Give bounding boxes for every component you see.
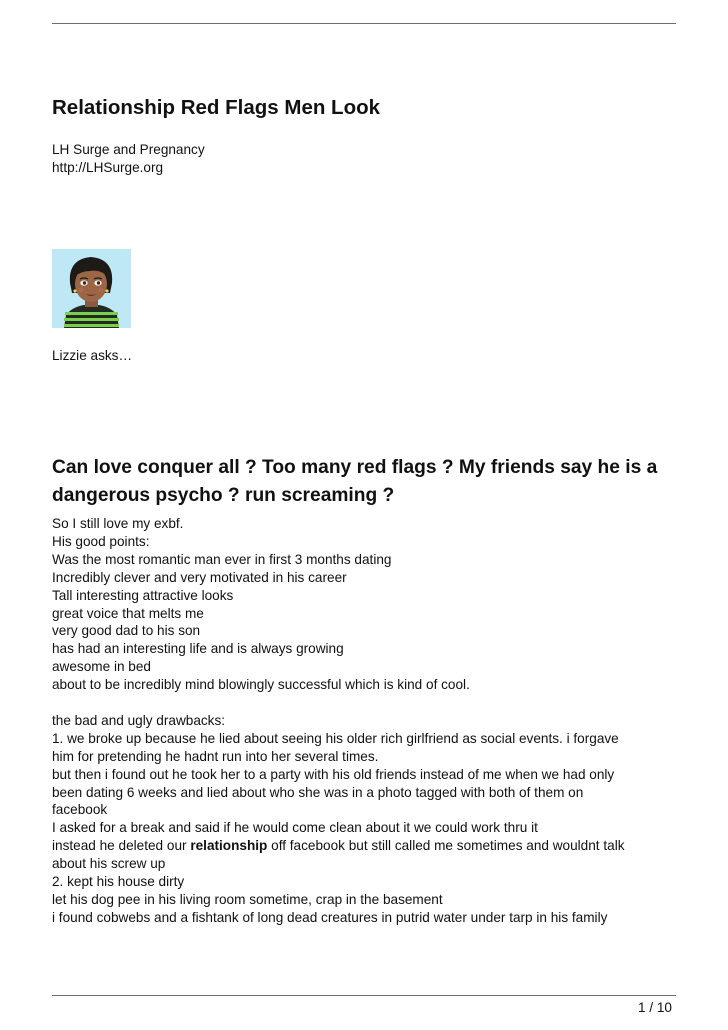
body-line: but then i found out he took her to a party with his old friends instead of me when we had only: [52, 766, 615, 782]
body-line: very good dad to his son: [52, 623, 201, 639]
body-text-segment: off facebook but still called me sometimes and wouldnt talk: [267, 838, 625, 854]
body-text-segment: instead he deleted our: [52, 838, 191, 854]
body-line: 1. we broke up because he lied about seeing his older rich girlfriend as social events. i forgave: [52, 730, 619, 746]
body-line: the bad and ugly drawbacks:: [52, 712, 226, 728]
body-line: great voice that melts me: [52, 605, 204, 621]
footer-rule: [52, 995, 676, 996]
page-number: 1 / 10: [637, 1000, 672, 1015]
body-line: His good points:: [52, 533, 150, 549]
avatar: [52, 249, 131, 328]
question-heading: Can love conquer all ? Too many red flags ? My friends say he is a dangerous psycho ? run screaming ?: [52, 457, 658, 506]
body-line: 2. kept his house dirty: [52, 874, 185, 890]
header-rule: [52, 23, 676, 24]
body-line: Was the most romantic man ever in first 3 months dating: [52, 551, 392, 567]
body-line: him for pretending he hadnt run into her several times.: [52, 748, 379, 764]
asker-label: Lizzie asks…: [52, 348, 133, 363]
body-line: So I still love my exbf.: [52, 516, 184, 531]
page-title: Relationship Red Flags Men Look: [52, 96, 381, 119]
body-line: I asked for a break and said if he would come clean about it we could work thru it: [52, 820, 538, 836]
body-line: [52, 837, 682, 855]
body-line: awesome in bed: [52, 659, 151, 675]
source-info: [52, 141, 205, 176]
site-name: LH Surge and Pregnancy: [52, 142, 205, 157]
body-line: let his dog pee in his living room sometime, crap in the basement: [52, 892, 443, 908]
body-line: facebook: [52, 802, 108, 818]
keyword-relationship: relationship: [190, 838, 268, 854]
body-line: has had an interesting life and is always growing: [52, 641, 344, 657]
body-line: i found cobwebs and a fishtank of long dead creatures in putrid water under tarp in his family: [52, 909, 608, 925]
body-line: been dating 6 weeks and lied about who she was in a photo tagged with both of them on: [52, 784, 584, 800]
paragraph-gap: [52, 694, 682, 712]
body-line: about to be incredibly mind blowingly successful which is kind of cool.: [52, 677, 470, 693]
body-line: about his screw up: [52, 856, 166, 872]
question-body: [52, 515, 682, 927]
body-line: Tall interesting attractive looks: [52, 587, 234, 603]
avatar-icon: [52, 249, 131, 328]
site-url: http://LHSurge.org: [52, 159, 164, 175]
body-line: Incredibly clever and very motivated in his career: [52, 569, 347, 585]
